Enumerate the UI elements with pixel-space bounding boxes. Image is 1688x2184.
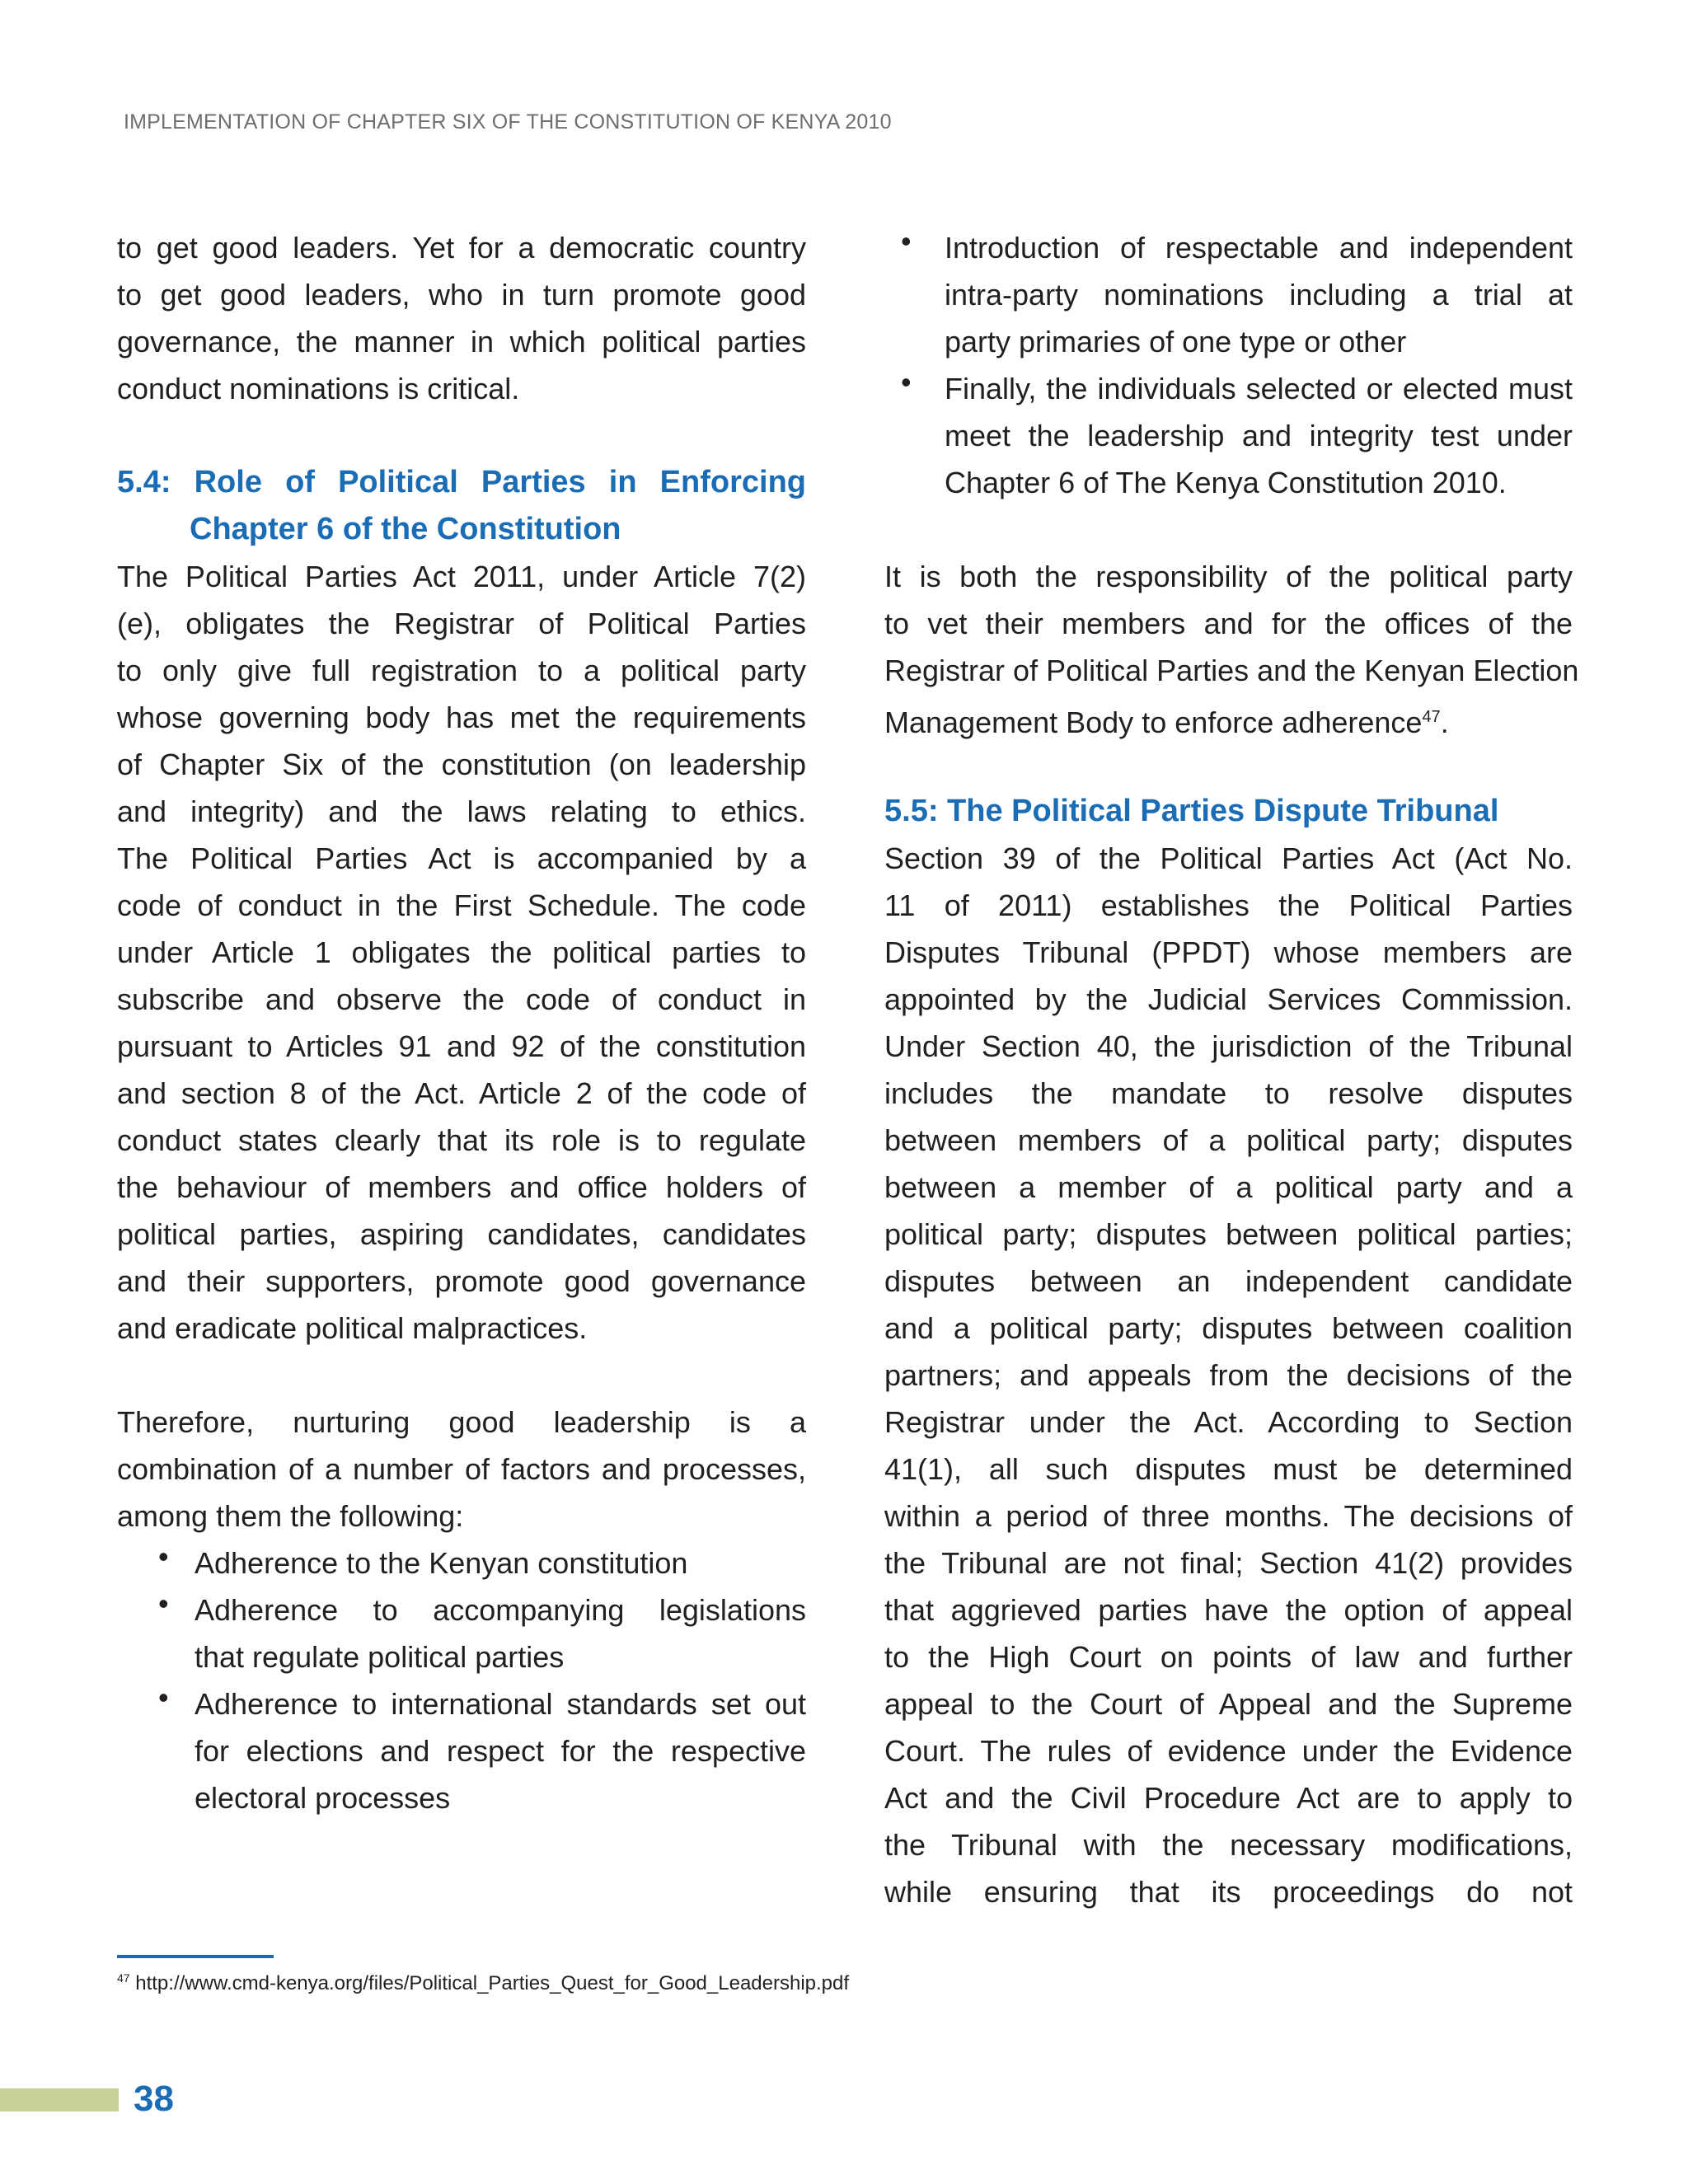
line-text: appointed by the Judicial Services Commission. bbox=[884, 982, 1573, 1016]
line-text: conduct states clearly that its role is to regulate bbox=[117, 1123, 806, 1157]
line-text: to the High Court on points of law and further bbox=[884, 1640, 1573, 1674]
line-text: The Political Parties Act 2011, under Article 7(2) bbox=[117, 560, 806, 593]
line-text: Chapter 6 of the Constitution bbox=[190, 512, 621, 546]
text-line bbox=[884, 929, 1573, 976]
text-line bbox=[117, 318, 806, 365]
paragraph bbox=[117, 224, 806, 412]
line-text: the Tribunal are not final; Section 41(2) provides bbox=[884, 1546, 1573, 1580]
bullet-item bbox=[117, 1680, 806, 1821]
line-text: the Tribunal with the necessary modifications, bbox=[884, 1828, 1573, 1862]
line-text: and integrity) and the laws relating to ethics. bbox=[117, 794, 806, 828]
line-text: 11 of 2011) establishes the Political Parties bbox=[884, 888, 1573, 922]
footnote-divider bbox=[117, 1955, 274, 1958]
text-line bbox=[884, 882, 1573, 929]
text-line bbox=[117, 1446, 806, 1493]
text-line bbox=[117, 224, 806, 271]
line-text: political party; disputes between political parties; bbox=[884, 1217, 1573, 1251]
text-line bbox=[884, 1305, 1573, 1352]
line-text: and eradicate political malpractices. bbox=[117, 1311, 588, 1345]
line-text: meet the leadership and integrity test under bbox=[945, 419, 1573, 452]
text-line bbox=[117, 694, 806, 741]
text-line bbox=[117, 647, 806, 694]
line-text: It is both the responsibility of the political party bbox=[884, 560, 1573, 593]
text-line bbox=[117, 459, 806, 506]
text-line bbox=[884, 1774, 1573, 1821]
line-text: Adherence to accompanying legislations bbox=[195, 1593, 806, 1627]
text-line bbox=[884, 1493, 1573, 1540]
line-text: to vet their members and for the offices of the bbox=[884, 607, 1573, 640]
paragraph bbox=[117, 1399, 806, 1540]
line-text: includes the mandate to resolve disputes bbox=[884, 1076, 1573, 1110]
line-text: to get good leaders, who in turn promote good bbox=[117, 278, 806, 312]
line-text: that aggrieved parties have the option of appeal bbox=[884, 1593, 1573, 1627]
bullet-icon: • bbox=[158, 1680, 169, 1714]
line-text: Therefore, nurturing good leadership is a bbox=[117, 1405, 806, 1439]
line-text: Registrar under the Act. According to Section bbox=[884, 1405, 1573, 1439]
text-line bbox=[117, 600, 806, 647]
text-line bbox=[117, 882, 806, 929]
text-line bbox=[945, 271, 1573, 318]
bullet-icon: • bbox=[158, 1586, 169, 1620]
running-header: IMPLEMENTATION OF CHAPTER SIX OF THE CONSTITUTION OF KENYA 2010 bbox=[124, 110, 892, 134]
line-text: Adherence to international standards set out bbox=[195, 1687, 806, 1721]
line-text: political parties, aspiring candidates, candidates bbox=[117, 1217, 806, 1251]
spacer bbox=[884, 506, 1573, 553]
text-line bbox=[117, 835, 806, 882]
line-text: among them the following: bbox=[117, 1499, 464, 1533]
line-text: of Chapter Six of the constitution (on leadership bbox=[117, 748, 806, 781]
bullet-item bbox=[884, 365, 1573, 506]
text-line bbox=[884, 1117, 1573, 1164]
text-line bbox=[884, 1540, 1573, 1586]
line-text: (e), obligates the Registrar of Political Parties bbox=[117, 607, 806, 640]
text-line bbox=[117, 976, 806, 1023]
text-line bbox=[884, 1023, 1573, 1070]
text-line bbox=[117, 365, 806, 412]
text-line bbox=[117, 1399, 806, 1446]
text-line bbox=[117, 788, 806, 835]
line-text: Section 39 of the Political Parties Act (Act No. bbox=[884, 841, 1573, 875]
text-line bbox=[884, 788, 1573, 835]
footnote-url[interactable]: http://www.cmd-kenya.org/files/Political_Parties_Quest_for_Good_Leadership.pdf bbox=[135, 1972, 850, 1994]
text-line bbox=[884, 1680, 1573, 1727]
text-line bbox=[195, 1774, 806, 1821]
line-text: subscribe and observe the code of conduct in bbox=[117, 982, 806, 1016]
line-text: partners; and appeals from the decisions of the bbox=[884, 1358, 1573, 1392]
text-line bbox=[884, 553, 1573, 600]
text-line bbox=[117, 1164, 806, 1211]
spacer bbox=[117, 1352, 806, 1399]
spacer bbox=[117, 412, 806, 459]
text-line bbox=[117, 1023, 806, 1070]
line-text: between members of a political party; disputes bbox=[884, 1123, 1573, 1157]
text-line bbox=[117, 1211, 806, 1258]
text-line bbox=[884, 1211, 1573, 1258]
left-column bbox=[117, 224, 806, 1821]
text-line bbox=[117, 553, 806, 600]
text-line bbox=[884, 1070, 1573, 1117]
paragraph bbox=[117, 553, 806, 1352]
text-line bbox=[117, 1070, 806, 1117]
text-line bbox=[884, 1258, 1573, 1305]
paragraph bbox=[884, 835, 1573, 1915]
footnote bbox=[117, 1971, 849, 1995]
text-line bbox=[117, 1258, 806, 1305]
line-text: 5.5: The Political Parties Dispute Tribunal bbox=[884, 794, 1499, 828]
section-heading bbox=[884, 788, 1573, 835]
bullet-icon: • bbox=[901, 365, 912, 399]
bullet-icon: • bbox=[901, 224, 912, 258]
bullet-item bbox=[884, 224, 1573, 365]
line-text: for elections and respect for the respective bbox=[195, 1734, 806, 1768]
text-line bbox=[195, 1633, 806, 1680]
line-text: The Political Parties Act is accompanied by a bbox=[117, 841, 806, 875]
bullet-icon: • bbox=[158, 1540, 169, 1573]
text-line bbox=[945, 412, 1573, 459]
text-line bbox=[195, 1586, 806, 1633]
line-text: governance, the manner in which political parties bbox=[117, 325, 806, 359]
line-text: to only give full registration to a political party bbox=[117, 654, 806, 687]
text-line bbox=[945, 224, 1573, 271]
text-line bbox=[884, 1446, 1573, 1493]
text-line bbox=[884, 835, 1573, 882]
text-line bbox=[884, 1821, 1573, 1868]
line-text: the behaviour of members and office holders of bbox=[117, 1170, 806, 1204]
text-line bbox=[884, 1399, 1573, 1446]
line-text: and a political party; disputes between coalition bbox=[884, 1311, 1573, 1345]
page-number: 38 bbox=[134, 2079, 174, 2119]
line-text: Introduction of respectable and independent bbox=[945, 231, 1573, 265]
text-line bbox=[117, 506, 806, 553]
paragraph bbox=[884, 553, 1579, 741]
spacer bbox=[884, 741, 1573, 788]
line-text: 41(1), all such disputes must be determined bbox=[884, 1452, 1573, 1486]
bullet-item bbox=[117, 1586, 806, 1680]
text-line bbox=[884, 600, 1573, 647]
text-line bbox=[195, 1540, 806, 1586]
line-text: 5.4: Role of Political Parties in Enforcing bbox=[117, 465, 806, 499]
page-number-bar bbox=[0, 2088, 119, 2111]
line-text: pursuant to Articles 91 and 92 of the constitution bbox=[117, 1029, 806, 1063]
footnote-reference[interactable]: 47 bbox=[1422, 708, 1441, 726]
line-text: Under Section 40, the jurisdiction of the Tribunal bbox=[884, 1029, 1573, 1063]
line-text: electoral processes bbox=[195, 1781, 451, 1815]
line-text: under Article 1 obligates the political parties to bbox=[117, 935, 806, 969]
line-text: code of conduct in the First Schedule. The code bbox=[117, 888, 806, 922]
text-line bbox=[884, 1352, 1573, 1399]
text-line bbox=[195, 1727, 806, 1774]
text-line bbox=[884, 694, 1573, 741]
line-text: within a period of three months. The decisions of bbox=[884, 1499, 1573, 1533]
line-text: and their supporters, promote good governance bbox=[117, 1264, 806, 1298]
text-line bbox=[117, 271, 806, 318]
line-tail: . bbox=[1440, 705, 1449, 739]
text-line bbox=[884, 1164, 1573, 1211]
line-text: that regulate political parties bbox=[195, 1640, 565, 1674]
text-line bbox=[945, 365, 1573, 412]
text-line bbox=[945, 459, 1573, 506]
text-line bbox=[884, 976, 1573, 1023]
text-line bbox=[117, 1117, 806, 1164]
footnote-number: 47 bbox=[117, 1971, 130, 1985]
text-line bbox=[945, 318, 1573, 365]
line-text: Court. The rules of evidence under the Evidence bbox=[884, 1734, 1573, 1768]
line-text: Act and the Civil Procedure Act are to apply to bbox=[884, 1781, 1573, 1815]
text-line bbox=[884, 1727, 1573, 1774]
text-line bbox=[884, 1633, 1573, 1680]
line-text: Management Body to enforce adherence bbox=[884, 705, 1423, 739]
line-text: between a member of a political party and a bbox=[884, 1170, 1573, 1204]
line-text: Disputes Tribunal (PPDT) whose members are bbox=[884, 935, 1573, 969]
line-text: party primaries of one type or other bbox=[945, 325, 1407, 359]
text-line bbox=[884, 1868, 1573, 1915]
line-text: intra-party nominations including a trial at bbox=[945, 278, 1573, 312]
line-text: whose governing body has met the requirements bbox=[117, 701, 806, 734]
line-text: appeal to the Court of Appeal and the Supreme bbox=[884, 1687, 1573, 1721]
text-line bbox=[117, 741, 806, 788]
line-text: while ensuring that its proceedings do not bbox=[884, 1875, 1573, 1909]
line-text: Finally, the individuals selected or elected must bbox=[945, 372, 1573, 405]
line-text: to get good leaders. Yet for a democratic country bbox=[117, 231, 806, 265]
line-text: disputes between an independent candidate bbox=[884, 1264, 1573, 1298]
line-text: Chapter 6 of The Kenya Constitution 2010. bbox=[945, 466, 1507, 499]
text-line bbox=[117, 1305, 806, 1352]
text-line bbox=[117, 929, 806, 976]
line-text: conduct nominations is critical. bbox=[117, 372, 520, 405]
line-text: Registrar of Political Parties and the Kenyan Election bbox=[884, 654, 1579, 687]
section-heading bbox=[117, 459, 806, 553]
right-column bbox=[884, 224, 1579, 1915]
line-text: combination of a number of factors and processes, bbox=[117, 1452, 806, 1486]
text-line bbox=[117, 1493, 806, 1540]
line-text: and section 8 of the Act. Article 2 of the code of bbox=[117, 1076, 806, 1110]
bullet-item bbox=[117, 1540, 806, 1586]
text-line bbox=[884, 1586, 1573, 1633]
line-text: Adherence to the Kenyan constitution bbox=[195, 1546, 688, 1580]
text-line bbox=[884, 647, 1579, 694]
text-line bbox=[195, 1680, 806, 1727]
